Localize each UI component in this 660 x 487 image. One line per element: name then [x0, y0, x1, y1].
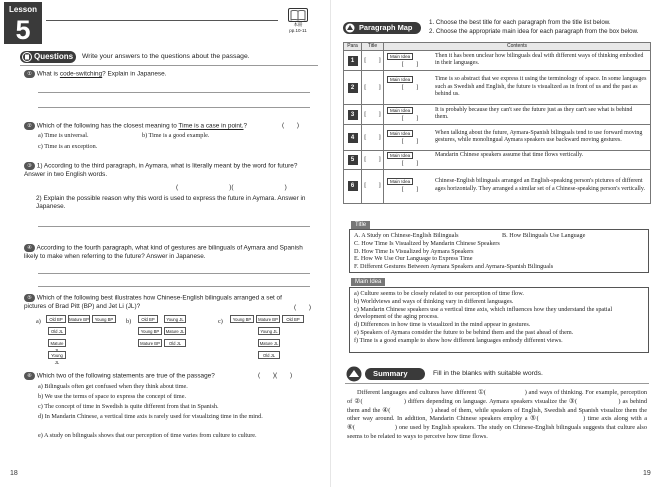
- q3-part1: 1) According to the third paragraph, in Aymara, what is literally meant by the word for future? Answer in two English words.: [24, 162, 298, 178]
- q1-underlined: code-switching: [59, 70, 103, 78]
- question-4: [24, 244, 316, 261]
- title-item: C. How Time Is Visualized by Mandarin Chinese Speakers: [354, 239, 500, 247]
- main-idea-tag: Main Idea: [387, 178, 413, 185]
- q1-text-a: What is: [36, 70, 60, 78]
- pm-instruction-2: 2. Choose the appropriate main idea for each paragraph from the box below.: [429, 28, 639, 35]
- q5c-mature-bp: Mature BP: [256, 315, 280, 323]
- textbook-ref: [284, 8, 312, 33]
- para-content: Chinese-English bilinguals arranged an English-speaking person's pictures of different ages horizontally. They arranged a similar set of a Chinese-speaking person's vertically.: [435, 178, 645, 192]
- q3-answer-line[interactable]: [38, 226, 310, 227]
- q1-answer-line-1[interactable]: [38, 92, 310, 93]
- right-page: [330, 0, 660, 487]
- q2-text-b: ?: [243, 122, 248, 130]
- main-idea-blank[interactable]: [ ]: [401, 84, 419, 91]
- para-number: 2: [348, 83, 358, 93]
- q2-text-a: Which of the following has the closest meaning to: [36, 122, 179, 130]
- q5b-old-bp: Old BP: [138, 315, 158, 323]
- q1-number: ①: [24, 70, 35, 78]
- title-section-label: [351, 221, 370, 229]
- q2-answer-paren[interactable]: ( ): [282, 122, 300, 129]
- q5b-young-jl: Young JL: [164, 315, 186, 323]
- para-number: 4: [348, 133, 358, 143]
- q6-option-d: d) In Mandarin Chinese, a vertical time axis is rarely used for visualizing time in the mind.: [38, 413, 263, 420]
- summary-label: Summary: [373, 369, 408, 378]
- main-idea-list-box: [349, 287, 649, 353]
- para-number: 3: [348, 110, 358, 120]
- th-para: Para: [344, 43, 362, 51]
- q1-text-b: ? Explain in Japanese.: [102, 70, 167, 78]
- main-idea-item: c) Mandarin Chinese speakers use a vertical time axis, which influences how they understand the spatial development of the aging process.: [354, 305, 613, 321]
- para-number: 5: [348, 155, 358, 165]
- lesson-number: 5: [15, 15, 31, 45]
- q3-part2: 2) Explain the possible reason why this word is used to express the future in Aymara. Answer in Japanese.: [36, 195, 306, 210]
- main-idea-item: f) Time is a good example to show how different languages embody different views.: [354, 336, 563, 344]
- title-item: E. How We Use Our Language to Express Time: [354, 255, 473, 263]
- title-blank[interactable]: [ ]: [362, 125, 384, 151]
- summary-icon: [345, 366, 363, 385]
- q5-label-a: a): [36, 318, 41, 325]
- title-list-box: [349, 229, 649, 273]
- summary-text[interactable]: Different languages and cultures have different ①( ) and ways of thinking. For example, perception of ②( ) differs depending on language. Aymara speakers visualize the ③( ) as behind them and the ④( ) ahead of them, while speakers of English, Swedish and Spanish visualize them the other way around. In addition, Mandarin Chinese speakers employ a ⑤( ) time axis along with a ⑥( ) one used by English speakers. The study on Chinese-English bilinguals suggests that culture also seems to be related to ways to perceive how time flows.: [347, 389, 647, 441]
- th-title: Title: [362, 43, 384, 51]
- lesson-label: Lesson: [8, 5, 37, 14]
- q5b-young-bp: Young BP: [138, 327, 162, 335]
- pm-row: [344, 125, 651, 151]
- para-content: Time is so abstract that we express it using the terminology of space. In some languages such as Swedish and English, the future is visualized as in front of us and the past as behind us.: [435, 76, 647, 98]
- paragraph-map-icon: [345, 23, 356, 36]
- main-idea-blank[interactable]: [ ]: [401, 186, 419, 193]
- q5-label-c: c): [218, 318, 223, 325]
- q5c-old-jl: Old JL: [258, 351, 280, 359]
- header-rule: [46, 20, 278, 21]
- title-item: F. Different Gestures Between Aymara Speakers and Aymara-Spanish Bilinguals: [354, 263, 554, 270]
- page-number-left: 18: [10, 470, 18, 477]
- q2-option-a: a) Time is universal.: [38, 132, 89, 139]
- q5c-mature-jl: Mature JL: [259, 341, 279, 346]
- summary-instruction: Fill in the blanks with suitable words.: [433, 370, 543, 377]
- q6-option-a: a) Bilinguals often get confused when they think about time.: [38, 383, 188, 390]
- pm-row: [344, 151, 651, 170]
- main-idea-label: Main Idea: [351, 278, 385, 286]
- q4-answer-line-1[interactable]: [38, 273, 310, 274]
- q2-option-c: c) Time is an exception.: [38, 143, 98, 150]
- q3-blanks[interactable]: ( )( ): [176, 184, 287, 191]
- questions-rule: [20, 65, 318, 66]
- main-idea-item: d) Differences in how time is visualized in the mind appear in gestures.: [354, 321, 531, 328]
- summary-pill: [365, 368, 425, 380]
- para-content: When talking about the future, Aymara-Spanish bilinguals tend to use forward moving gestures, while monolingual Aymara speakers use backward moving gestures.: [435, 129, 643, 144]
- main-idea-section-label: [351, 278, 385, 286]
- q5b-mature-bp: Mature BP: [138, 339, 162, 347]
- para-content: Then it has been unclear how bilinguals deal with different ways of thinking embodied in their languages.: [435, 52, 644, 67]
- q2-underlined: Time is a case in point.: [178, 122, 244, 130]
- para-content: Mandarin Chinese speakers assume that time flows vertically.: [435, 152, 584, 158]
- title-blank[interactable]: [ ]: [362, 105, 384, 125]
- page-number-right: 19: [643, 470, 651, 477]
- q6-text: Which two of the following statements are true of the passage?: [36, 372, 215, 380]
- title-item: D. How Time Is Visualized by Aymara Speakers: [354, 247, 474, 255]
- q2-option-b: b) Time is a good example.: [142, 132, 210, 139]
- questions-instruction: Write your answers to the questions about the passage.: [82, 53, 250, 60]
- para-number: 6: [348, 181, 358, 191]
- paragraph-map-header: [343, 22, 423, 34]
- q4-answer-line-2[interactable]: [38, 286, 310, 287]
- q4-number: ④: [24, 244, 35, 252]
- title-item: B. How Bilinguals Use Language: [502, 232, 586, 239]
- main-idea-tag: Main Idea: [387, 76, 413, 83]
- q5a-young-jl: Young JL: [48, 351, 66, 359]
- questions-icon: [22, 52, 32, 62]
- q6-option-b: b) We use the terms of space to express the concept of time.: [38, 393, 187, 400]
- q5b-mature-jl: Mature JL: [165, 329, 185, 334]
- pm-row: [344, 71, 651, 105]
- q6-option-c: c) The concept of time in Swedish is quite different from that in Spanish.: [38, 403, 219, 410]
- main-idea-item: e) Speakers of Aymara consider the future to be behind them and the past ahead of them.: [354, 328, 574, 336]
- q5-option-b[interactable]: [138, 315, 208, 365]
- q6-option-e: e) A study on bilinguals shows that our perception of time varies from culture to culture.: [38, 432, 257, 439]
- q5a-mature-bp: Mature BP: [69, 317, 89, 322]
- q5-option-a[interactable]: [46, 315, 114, 365]
- title-item: A. A Study on Chinese-English Bilinguals: [354, 232, 459, 239]
- q5b-old-jl: Old JL: [164, 339, 186, 347]
- summary-header: [345, 366, 645, 382]
- title-blank[interactable]: [ ]: [362, 71, 384, 105]
- q5-option-c[interactable]: [230, 315, 310, 365]
- textbook-pages: pp.10-11: [289, 27, 307, 33]
- q6-answer-paren[interactable]: ( )( ): [258, 372, 293, 379]
- q5a-old-jl: Old JL: [48, 327, 66, 335]
- pm-instruction-1: 1. Choose the best title for each paragraph from the title list below.: [429, 19, 611, 26]
- para-number: 1: [348, 56, 358, 66]
- q5c-old-bp: Old BP: [282, 315, 304, 323]
- main-idea-tag: Main Idea: [387, 130, 413, 137]
- q4-text: According to the fourth paragraph, what kind of gestures are bilinguals of Aymara and Spanish likely to make when referring to the future? Answer in Japanese.: [24, 244, 303, 260]
- question-1: [24, 70, 314, 79]
- summary-rule: [345, 383, 649, 384]
- paragraph-map-label: Paragraph Map: [359, 23, 413, 32]
- main-idea-blank[interactable]: [ ]: [401, 114, 419, 122]
- title-label: Title: [351, 221, 370, 229]
- questions-header: [20, 51, 320, 63]
- question-2: [24, 122, 294, 131]
- q5-text: Which of the following best illustrates how Chinese-English bilinguals arranged a set of pictures of Brad Pitt (BP) and Jet Li (JL)?: [24, 294, 282, 310]
- main-idea-tag: Main Idea: [387, 107, 413, 114]
- q2-number: ②: [24, 122, 35, 130]
- title-blank[interactable]: [ ]: [362, 169, 384, 203]
- question-3: [24, 162, 316, 179]
- th-contents: Contents: [384, 43, 651, 51]
- title-blank[interactable]: [ ]: [362, 51, 384, 71]
- q5-answer-paren[interactable]: ( ): [294, 304, 312, 311]
- pm-row: [344, 105, 651, 125]
- question-5: [24, 294, 306, 311]
- main-idea-tag: Main Idea: [387, 152, 413, 159]
- q5a-young-bp: Young BP: [92, 315, 116, 323]
- main-idea-blank[interactable]: [ ]: [401, 137, 419, 145]
- textbook-label: 本冊: [293, 22, 303, 27]
- book-icon: [288, 8, 308, 22]
- question-6: [24, 372, 254, 381]
- pm-row: [344, 169, 651, 203]
- q3-number: ③: [24, 162, 35, 170]
- q1-answer-line-2[interactable]: [38, 107, 310, 108]
- q5c-young-bp: Young BP: [230, 315, 254, 323]
- q6-number: ⑥: [24, 372, 35, 380]
- main-idea-tag: Main Idea: [387, 53, 413, 60]
- q5-number: ⑤: [24, 294, 35, 302]
- pm-row: [344, 51, 651, 71]
- main-idea-item: b) Worldviews and ways of thinking vary in different languages.: [354, 297, 514, 305]
- title-blank[interactable]: [ ]: [362, 151, 384, 170]
- q5-label-b: b): [126, 318, 132, 325]
- paragraph-map-table: [343, 42, 651, 204]
- main-idea-item: a) Culture seems to be closely related to our perception of time flow.: [354, 290, 524, 297]
- q5c-young-jl: Young JL: [258, 327, 280, 335]
- questions-label: Questions: [34, 52, 74, 61]
- q5a-old-bp: Old BP: [46, 315, 66, 323]
- main-idea-blank[interactable]: [ ]: [401, 159, 419, 167]
- para-content: It is probably because they can't see the future just as they can't see what is behind them.: [435, 106, 633, 121]
- lesson-badge: [4, 2, 42, 44]
- main-idea-blank[interactable]: [ ]: [401, 60, 419, 68]
- q5a-mature-jl: Mature: [48, 339, 66, 347]
